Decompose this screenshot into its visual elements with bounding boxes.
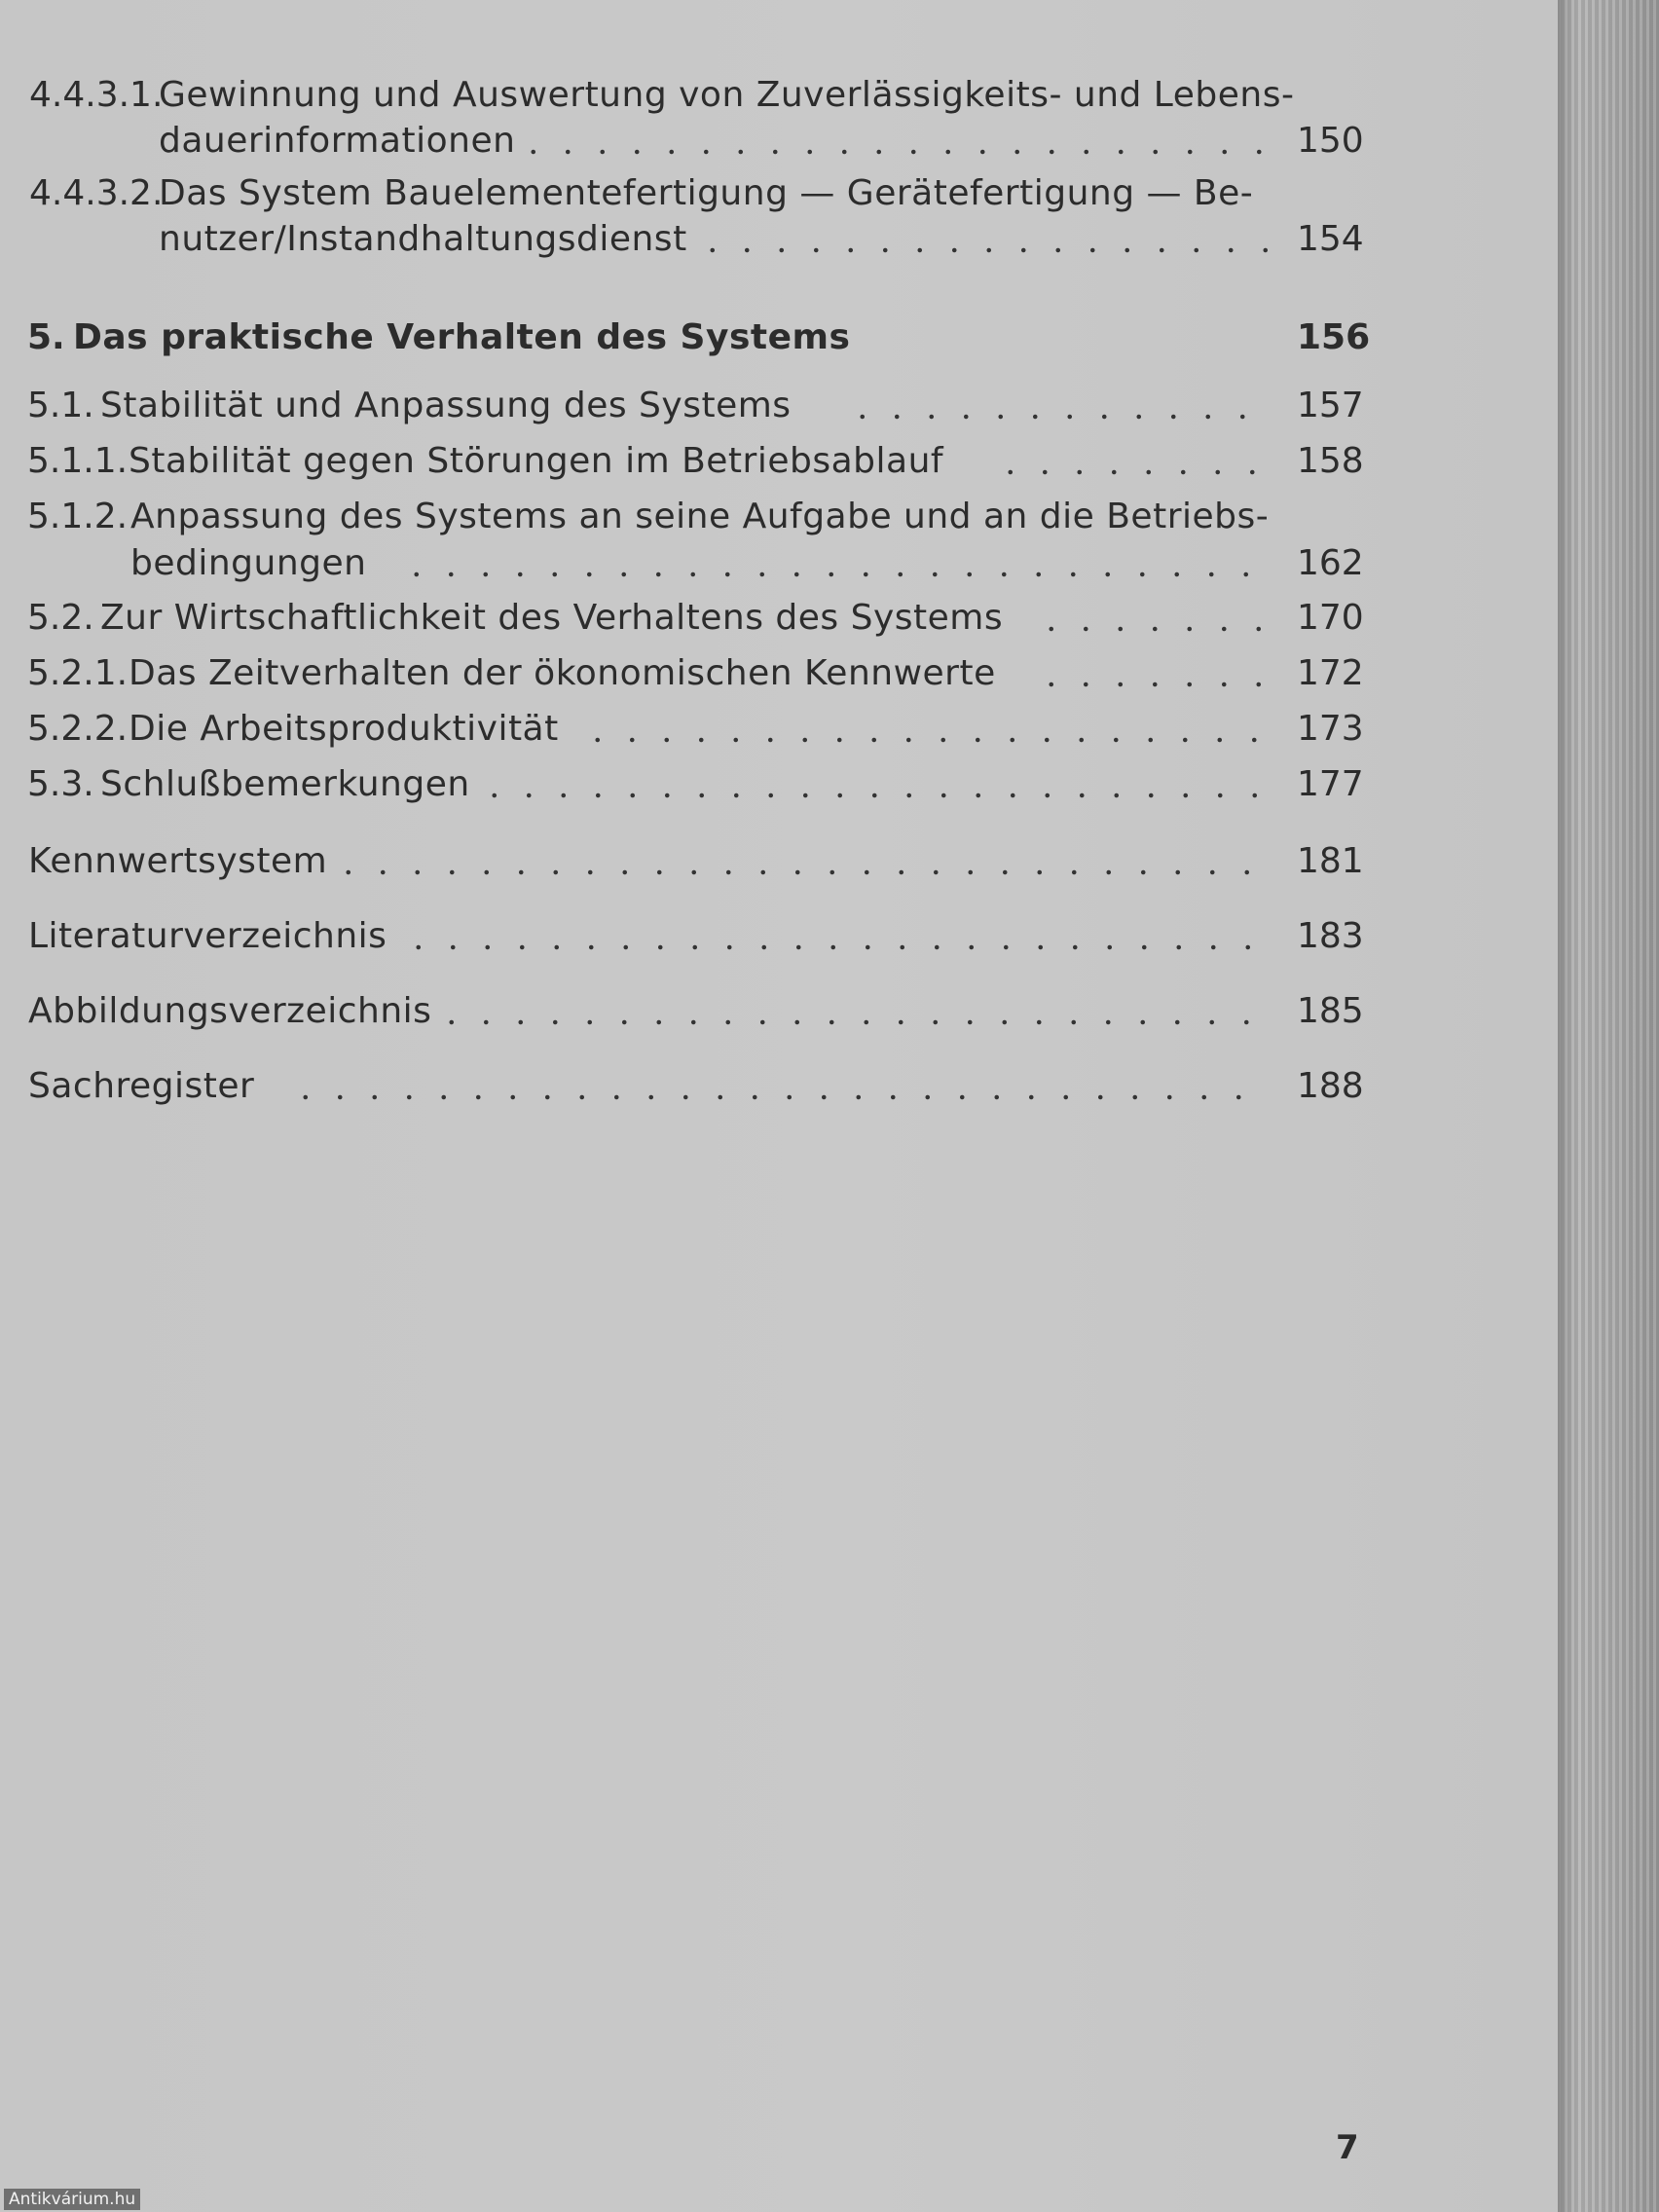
toc-number: 5. xyxy=(27,317,65,357)
leader-dots xyxy=(580,737,1270,743)
toc-title-line: Anpassung des Systems an seine Aufgabe und an die Betriebs- xyxy=(130,497,1270,536)
toc-page-number: 157 xyxy=(1297,386,1364,425)
toc-title-line: Stabilität gegen Störungen im Betriebsablauf xyxy=(129,441,944,481)
leader-dots xyxy=(288,1094,1270,1100)
toc-title-line: Schlußbemerkungen xyxy=(100,764,470,804)
toc-page-number: 158 xyxy=(1297,441,1364,481)
toc-page-number: 156 xyxy=(1297,317,1371,357)
leader-dots xyxy=(516,149,1266,155)
toc-number: 5.1. xyxy=(27,386,94,425)
toc-number: 5.2. xyxy=(27,598,94,638)
toc-number: 5.3. xyxy=(27,764,94,804)
toc-title-line: bedingungen xyxy=(130,543,367,583)
toc-title-line: Abbildungsverzeichnis xyxy=(28,991,432,1031)
watermark: Antikvárium.hu xyxy=(4,2189,140,2210)
toc-title-line: Zur Wirtschaftlichkeit des Verhaltens des Systems xyxy=(100,598,1004,638)
leader-dots xyxy=(1034,682,1270,687)
book-spine-edge xyxy=(1558,0,1659,2212)
toc-page-number: 181 xyxy=(1297,841,1364,881)
toc-page-number: 185 xyxy=(1297,991,1364,1031)
toc-page-number: 154 xyxy=(1297,219,1364,259)
toc-title-line: Die Arbeitsproduktivität xyxy=(129,709,559,749)
toc-number: 5.1.2. xyxy=(27,497,129,536)
toc-title-line: Das Zeitverhalten der ökonomischen Kennwerte xyxy=(129,653,996,693)
toc-title-line: Das praktische Verhalten des Systems xyxy=(73,317,851,357)
toc-page-number: 150 xyxy=(1297,121,1364,161)
toc-page-number: 172 xyxy=(1297,653,1364,693)
toc-title-line: Sachregister xyxy=(28,1066,255,1106)
toc-page-number: 188 xyxy=(1297,1066,1364,1106)
toc-page-number: 183 xyxy=(1297,916,1364,956)
leader-dots xyxy=(401,944,1270,950)
leader-dots xyxy=(695,247,1270,253)
page-folio: 7 xyxy=(1336,2128,1359,2167)
leader-dots xyxy=(1034,626,1270,632)
toc-title-line: Literaturverzeichnis xyxy=(28,916,387,956)
toc-number: 4.4.3.1. xyxy=(29,75,164,115)
leader-dots xyxy=(399,571,1270,577)
toc-title-line: Gewinnung und Auswertung von Zuverlässigkeits- und Lebens- xyxy=(159,75,1295,115)
toc-page-number: 173 xyxy=(1297,709,1364,749)
leader-dots xyxy=(331,869,1270,875)
toc-title-line: nutzer/Instandhaltungsdienst xyxy=(159,219,687,259)
toc-page-number: 170 xyxy=(1297,598,1364,638)
toc-number: 5.2.1. xyxy=(27,653,129,693)
toc-number: 5.1.1. xyxy=(27,441,129,481)
toc-number: 5.2.2. xyxy=(27,709,129,749)
leader-dots xyxy=(477,793,1270,798)
toc-page-number: 177 xyxy=(1297,764,1364,804)
toc-number: 4.4.3.2. xyxy=(29,173,164,213)
toc-title-line: Kennwertsystem xyxy=(28,841,328,881)
leader-dots xyxy=(434,1019,1270,1025)
leader-dots xyxy=(845,414,1270,420)
toc-title-line: dauerinformationen xyxy=(159,121,516,161)
toc-title-line: Stabilität und Anpassung des Systems xyxy=(100,386,792,425)
leader-dots xyxy=(993,469,1270,475)
toc-title-line: Das System Bauelementefertigung — Gerätefertigung — Be- xyxy=(159,173,1254,213)
toc-page-number: 162 xyxy=(1297,543,1364,583)
